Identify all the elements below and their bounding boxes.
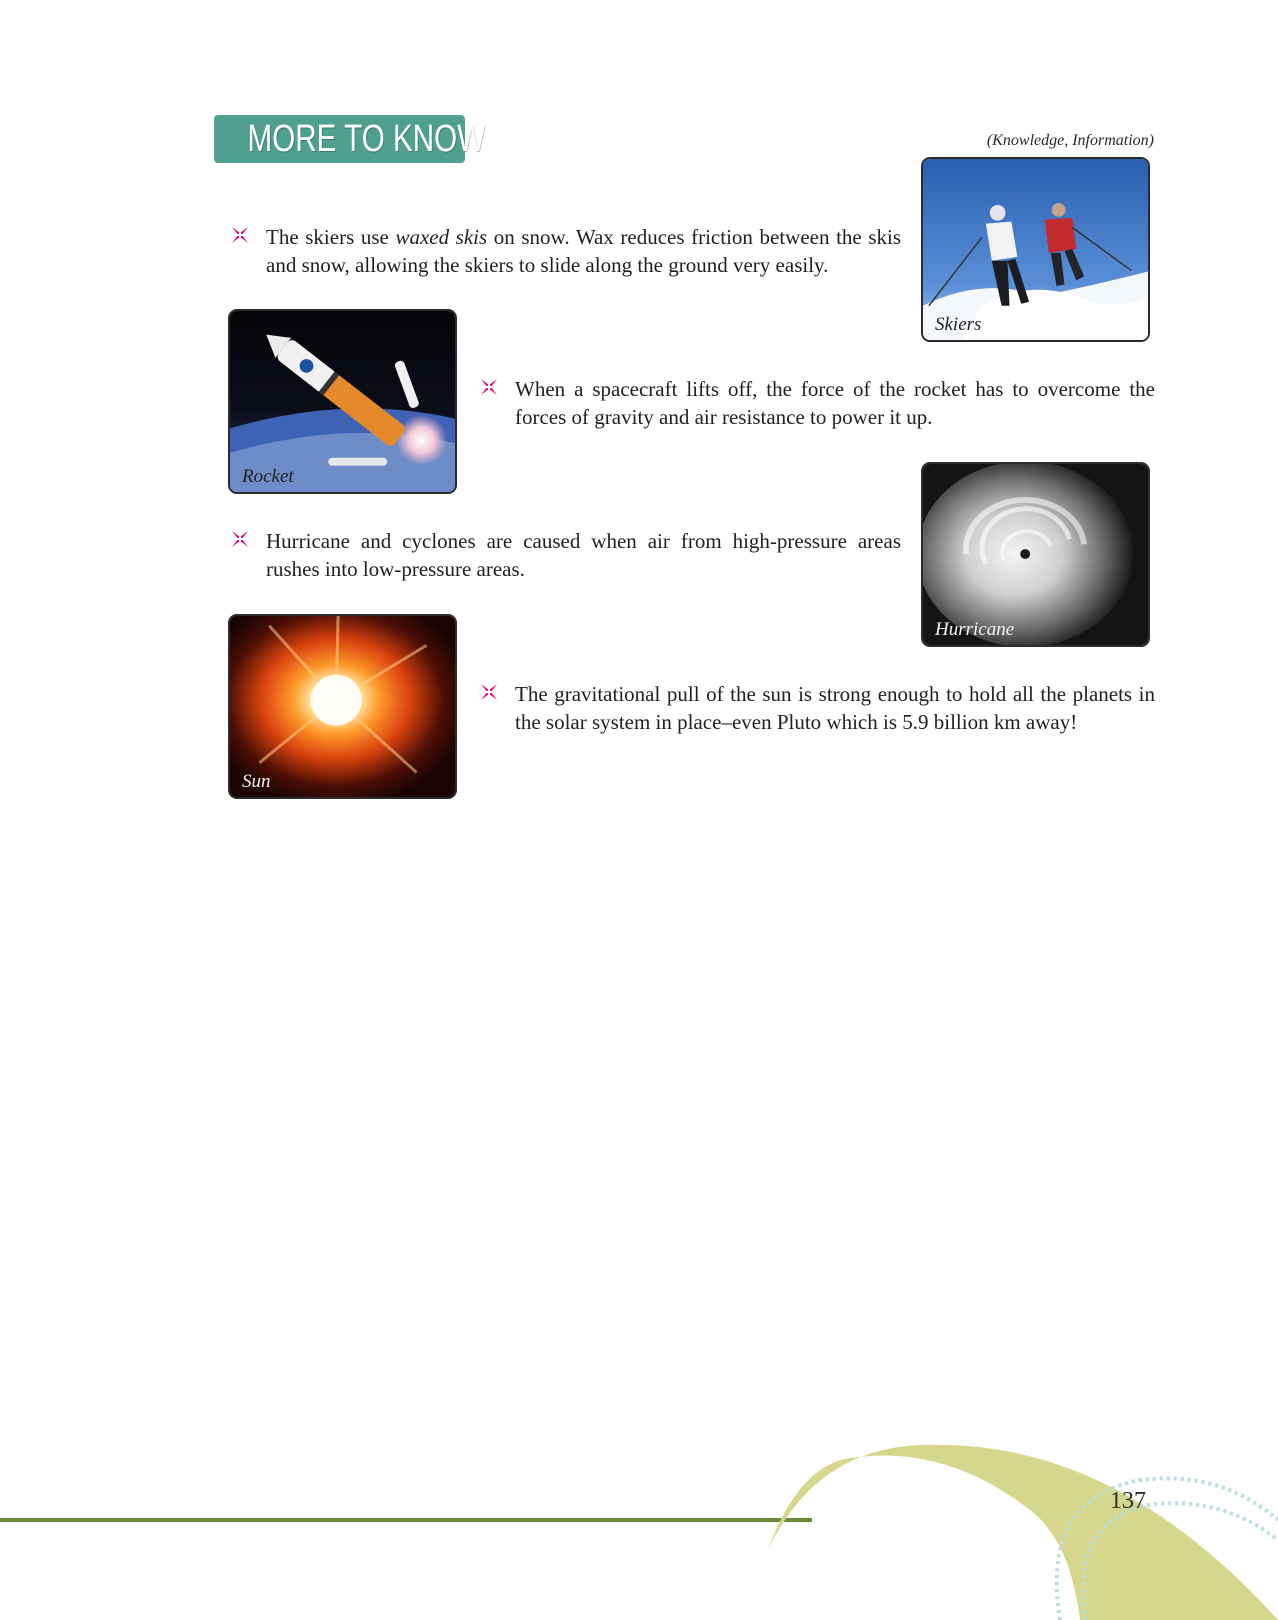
skiers-illustration — [923, 159, 1148, 340]
rocket-illustration — [230, 311, 455, 492]
fact-text: The skiers use — [266, 225, 396, 249]
maltese-cross-bullet-icon — [230, 529, 250, 549]
banner-title: MORE TO KNOW — [247, 118, 486, 160]
maltese-cross-bullet-icon — [479, 682, 499, 702]
fact-item-hurricane — [266, 527, 901, 583]
fact-text: When a spacecraft lifts off, the force of the rocket has to overcome the forces of gravity and air resistance to power it up. — [515, 377, 1155, 429]
rocket-photo — [228, 309, 457, 494]
section-banner — [214, 115, 486, 163]
maltese-cross-bullet-icon — [230, 225, 250, 245]
maltese-cross-bullet-icon — [479, 377, 499, 397]
fact-text: on snow. Wax reduces friction between the skis and snow, allowing the skiers to slide along the ground very easily. — [266, 225, 901, 277]
fact-item-sun — [515, 680, 1155, 736]
photo-caption: Sun — [242, 771, 271, 792]
fact-text: The gravitational pull of the sun is strong enough to hold all the planets in the solar system in place–even Pluto which is 5.9 billion km away! — [515, 682, 1155, 734]
corner-decoration — [740, 1420, 1278, 1620]
photo-caption: Rocket — [242, 466, 294, 487]
hurricane-photo — [921, 462, 1150, 647]
sun-photo — [228, 614, 457, 799]
page-number: 137 — [1110, 1488, 1146, 1514]
footer-divider — [0, 1518, 812, 1522]
photo-caption: Skiers — [935, 314, 982, 335]
fact-item-skiers — [266, 223, 901, 279]
skiers-photo — [921, 157, 1150, 342]
fact-emphasis: waxed skis — [395, 225, 488, 249]
hurricane-illustration — [923, 464, 1148, 645]
fact-item-rocket — [515, 375, 1155, 431]
category-tag: (Knowledge, Information) — [986, 132, 1154, 149]
fact-text: Hurricane and cyclones are caused when air from high-pressure areas rushes into low-pressure areas. — [266, 529, 901, 581]
photo-caption: Hurricane — [935, 619, 1015, 640]
sun-illustration — [230, 616, 455, 797]
